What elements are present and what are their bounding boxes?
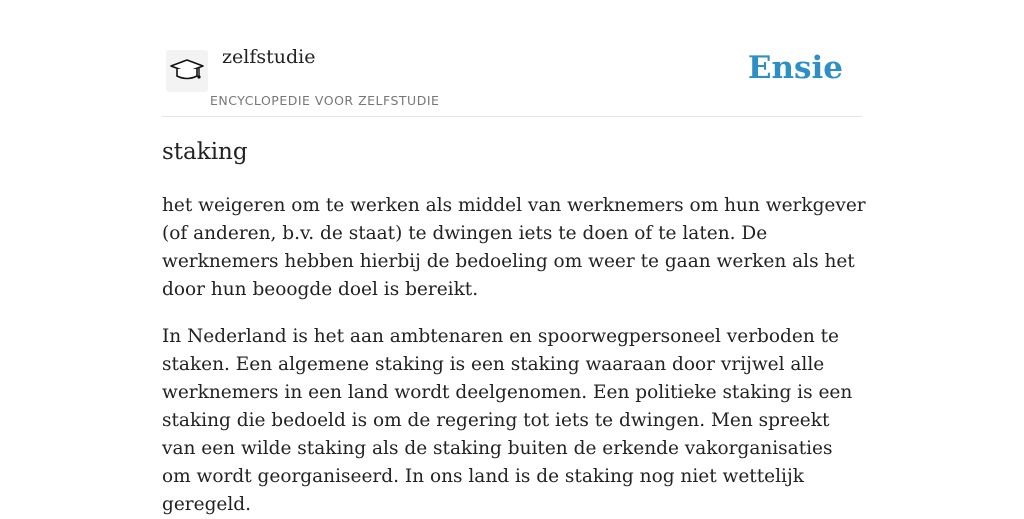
- site-header: [162, 0, 862, 117]
- site-tagline: ENCYCLOPEDIE VOOR ZELFSTUDIE: [210, 93, 440, 108]
- brand-logo[interactable]: Ensie: [747, 50, 843, 86]
- site-name[interactable]: zelfstudie: [222, 46, 316, 68]
- article-paragraph: het weigeren om te werken als middel van werknemers om hun werkgever (of anderen, b.v. de staat) te dwingen iets te doen of te laten. De werknemers hebben hierbij de bedoeling om weer te gaan werken als het door hun beoogde doel is bereikt.: [162, 195, 866, 300]
- site-logo[interactable]: [166, 50, 208, 92]
- article-title: staking: [162, 139, 248, 165]
- page: [162, 0, 866, 515]
- article-paragraph: In Nederland is het aan ambtenaren en spoorwegpersoneel verboden te staken. Een algemene staking is een staking waaraan door vrijwel alle werknemers in een land wordt deelgenomen. Een politieke staking is een staking die bedoeld is om de regering tot iets te dwingen. Men spreekt van een wilde staking als de staking buiten de erkende vakorganisaties om wordt georganiseerd. In ons land is de staking nog niet wettelijk geregeld.: [162, 326, 853, 515]
